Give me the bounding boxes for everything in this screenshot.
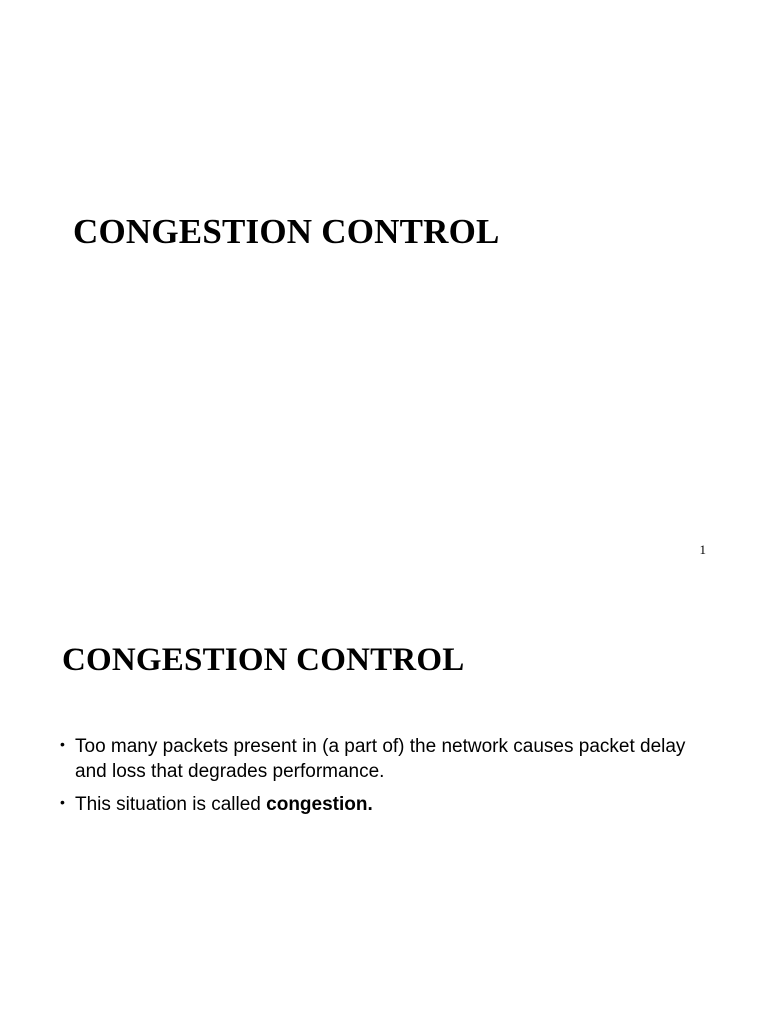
bullet-item	[60, 734, 720, 784]
slide-heading: CONGESTION CONTROL	[62, 642, 465, 678]
bullet-icon: •	[60, 736, 65, 752]
bullet-text: Too many packets present in (a part of) the network causes packet delay and loss that degrades performance.	[75, 736, 686, 782]
slide-title: CONGESTION CONTROL	[73, 212, 500, 251]
bullet-text: This situation is called	[75, 794, 267, 815]
content-slide	[0, 576, 768, 1024]
bullet-item	[60, 792, 720, 817]
bullet-list	[60, 734, 720, 825]
bullet-emphasis: congestion.	[266, 794, 373, 815]
page-number: 1	[699, 542, 706, 557]
bullet-icon: •	[60, 794, 65, 810]
